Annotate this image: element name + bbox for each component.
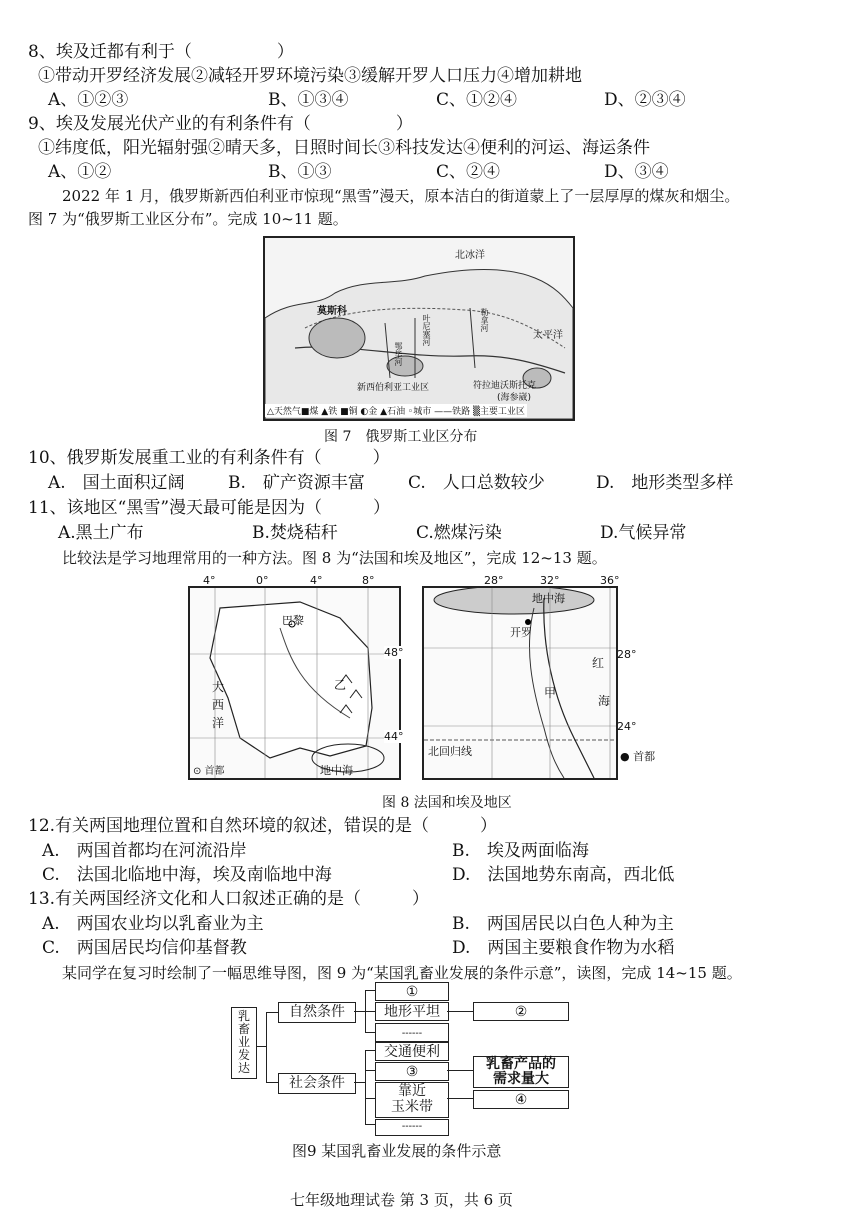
fig7-caption: 图 7 俄罗斯工业区分布 xyxy=(324,429,478,445)
root-connector xyxy=(256,1046,266,1047)
france-legend-capital: ⊙ 首都 xyxy=(193,766,225,777)
social-item-3: ③ xyxy=(375,1062,449,1081)
q11-option-a[interactable]: A.黑土广布 xyxy=(58,523,144,543)
q11-stem: 11、该地区“黑雪”漫天最可能是因为（ ） xyxy=(28,498,391,518)
q12-option-b[interactable]: B. 埃及两面临海 xyxy=(452,841,589,861)
q12-option-a[interactable]: A. 两国首都均在河流沿岸 xyxy=(42,841,247,861)
s3-link xyxy=(365,1098,375,1099)
vladivostok-sub-label: (海参崴) xyxy=(497,393,532,403)
q13-option-d[interactable]: D. 两国主要粮食作物为水稻 xyxy=(452,938,675,958)
demand-box xyxy=(473,1056,569,1088)
atlantic-char-1: 大 xyxy=(212,680,225,694)
root-char: 发 xyxy=(237,1048,250,1062)
natural-connector xyxy=(266,1012,278,1013)
q13-option-a[interactable]: A. 两国农业均以乳畜业为主 xyxy=(42,914,264,934)
fr-lon-1: 4° xyxy=(203,574,216,587)
natural-conditions-box: 自然条件 xyxy=(278,1002,356,1023)
eg-lon-1: 28° xyxy=(484,574,504,587)
eg-lat-1: 28° xyxy=(617,648,637,661)
fr-lat-1: 48° xyxy=(384,646,404,659)
intro-14-15: 某同学在复习时绘制了一幅思维导图，图 9 为“某国乳畜业发展的条件示意”，读图，完成 14~15 题。 xyxy=(62,964,742,982)
page-footer: 七年级地理试卷 第 3 页，共 6 页 xyxy=(290,1191,513,1209)
russia-industry-map xyxy=(263,236,575,421)
fig8-caption: 图 8 法国和埃及地区 xyxy=(382,795,512,811)
fig9-caption: 图9 某国乳畜业发展的条件示意 xyxy=(292,1142,502,1160)
intro-10-11-line1: 2022 年 1 月，俄罗斯新西伯利亚市惊现“黑雪”漫天，原本洁白的街道蒙上了一层厚厚的煤灰和烟尘。 xyxy=(62,187,740,205)
ob-label: 鄂毕河 xyxy=(394,342,403,366)
eg-lon-2: 32° xyxy=(540,574,560,587)
natural-link xyxy=(354,1011,365,1012)
q10-option-d[interactable]: D. 地形类型多样 xyxy=(596,473,734,493)
egypt-map xyxy=(422,586,618,780)
natural-result-2: ② xyxy=(473,1002,569,1021)
q8-option-d[interactable]: D、②③④ xyxy=(604,90,686,110)
cairo-label: 开罗 xyxy=(510,626,532,639)
demand-line1: 乳畜产品的 xyxy=(486,1056,556,1072)
q9-option-b[interactable]: B、①③ xyxy=(268,162,332,182)
root-char: 乳 xyxy=(237,1009,250,1023)
q8-stem: 8、埃及迁都有利于（ ） xyxy=(28,42,294,62)
corn-belt-line2: 玉米带 xyxy=(391,1099,433,1115)
arctic-ocean-label: 北冰洋 xyxy=(455,250,485,261)
social-item-transport: 交通便利 xyxy=(375,1042,449,1061)
n1-link xyxy=(365,990,375,991)
q10-option-a[interactable]: A. 国土面积辽阔 xyxy=(48,473,185,493)
natural-out-link xyxy=(447,1011,473,1012)
natural-item-blank: ------ xyxy=(375,1023,449,1042)
social-item-blank: ------ xyxy=(375,1119,449,1136)
vladivostok-label: 符拉迪沃斯托克 xyxy=(473,381,537,391)
mindmap-root xyxy=(231,1007,257,1079)
s1-link xyxy=(365,1050,375,1051)
red-sea-char-1: 红 xyxy=(592,656,605,670)
q9-stem: 9、埃及发展光伏产业的有利条件有（ ） xyxy=(28,114,413,134)
q12-option-d[interactable]: D. 法国地势东南高，西北低 xyxy=(452,865,675,885)
q11-option-d[interactable]: D.气候异常 xyxy=(600,523,687,543)
atlantic-char-2: 西 xyxy=(212,698,225,712)
pacific-label: 太平洋 xyxy=(533,330,563,341)
social-item-corn-belt xyxy=(375,1082,449,1118)
q9-option-a[interactable]: A、①② xyxy=(48,162,112,182)
n2-link xyxy=(365,1011,375,1012)
social-link xyxy=(354,1082,365,1083)
social-connector xyxy=(266,1082,278,1083)
paris-label: 巴黎 xyxy=(282,614,304,627)
q11-option-b[interactable]: B.焚烧秸秆 xyxy=(252,523,338,543)
demand-link xyxy=(447,1070,473,1071)
root-branch-line xyxy=(266,1012,267,1082)
egypt-med-label: 地中海 xyxy=(532,592,565,605)
intro-10-11-line2: 图 7 为“俄罗斯工业区分布”。完成 10~11 题。 xyxy=(28,210,348,228)
demand-line2: 需求量大 xyxy=(493,1071,549,1087)
q10-option-b[interactable]: B. 矿产资源丰富 xyxy=(228,473,365,493)
q9-statements: ①纬度低，阳光辐射强②晴天多，日照时间长③科技发达④便利的河运、海运条件 xyxy=(38,138,650,158)
q13-stem: 13.有关两国经济文化和人口叙述正确的是（ ） xyxy=(28,889,430,909)
novosibirsk-label: 新西伯利亚工业区 xyxy=(357,383,430,393)
fr-lon-4: 8° xyxy=(362,574,375,587)
root-char: 业 xyxy=(237,1035,250,1049)
fr-lat-2: 44° xyxy=(384,730,404,743)
social-branch-line xyxy=(365,1050,366,1124)
eg-lat-2: 24° xyxy=(617,720,637,733)
q11-option-c[interactable]: C.燃煤污染 xyxy=(416,523,502,543)
q8-statements: ①带动开罗经济发展②减轻开罗环境污染③缓解开罗人口压力④增加耕地 xyxy=(38,66,582,86)
fr-lon-3: 4° xyxy=(310,574,323,587)
intro-12-13: 比较法是学习地理常用的一种方法。图 8 为“法国和埃及地区”，完成 12~13 题。 xyxy=(62,549,607,567)
jia-label: 甲 xyxy=(544,686,557,700)
root-char: 畜 xyxy=(237,1022,250,1036)
s4-link xyxy=(365,1124,375,1125)
out4-link xyxy=(447,1098,473,1099)
q13-option-c[interactable]: C. 两国居民均信仰基督教 xyxy=(42,938,247,958)
yenisei-label: 叶尼塞河 xyxy=(422,314,431,346)
yi-label: 乙 xyxy=(334,678,347,692)
social-result-4: ④ xyxy=(473,1090,569,1109)
q8-option-a[interactable]: A、①②③ xyxy=(48,90,129,110)
fig7-legend: △天然气■煤 ▲铁 ■铜 ◐金 ▲石油 ◦城市 ——铁路 ▒主要工业区 xyxy=(265,404,527,417)
tropic-label: 北回归线 xyxy=(428,745,472,758)
q9-option-d[interactable]: D、③④ xyxy=(604,162,669,182)
red-sea-char-2: 海 xyxy=(598,694,611,708)
corn-belt-line1: 靠近 xyxy=(398,1083,426,1099)
natural-item-1: ① xyxy=(375,982,449,1001)
atlantic-char-3: 洋 xyxy=(212,716,225,730)
q9-option-c[interactable]: C、②④ xyxy=(436,162,501,182)
france-map xyxy=(188,586,401,780)
social-conditions-box: 社会条件 xyxy=(278,1073,356,1094)
q8-option-c[interactable]: C、①②④ xyxy=(436,90,518,110)
natural-item-flat-terrain: 地形平坦 xyxy=(375,1002,449,1021)
eg-lon-3: 36° xyxy=(600,574,620,587)
fr-lon-2: 0° xyxy=(256,574,269,587)
root-char: 达 xyxy=(237,1061,250,1075)
q10-option-c[interactable]: C. 人口总数较少 xyxy=(408,473,545,493)
q13-option-b[interactable]: B. 两国居民以白色人种为主 xyxy=(452,914,674,934)
moscow-label: 莫斯科 xyxy=(317,306,347,317)
lena-label: 勒拿河 xyxy=(480,308,489,332)
s2-link xyxy=(365,1070,375,1071)
q8-option-b[interactable]: B、①③④ xyxy=(268,90,349,110)
q12-option-c[interactable]: C. 法国北临地中海，埃及南临地中海 xyxy=(42,865,332,885)
france-med-label: 地中海 xyxy=(320,764,353,777)
q12-stem: 12.有关两国地理位置和自然环境的叙述，错误的是（ ） xyxy=(28,816,498,836)
egypt-legend-capital: ● 首都 xyxy=(620,750,656,763)
q10-stem: 10、俄罗斯发展重工业的有利条件有（ ） xyxy=(28,448,390,468)
n3-link xyxy=(365,1032,375,1033)
